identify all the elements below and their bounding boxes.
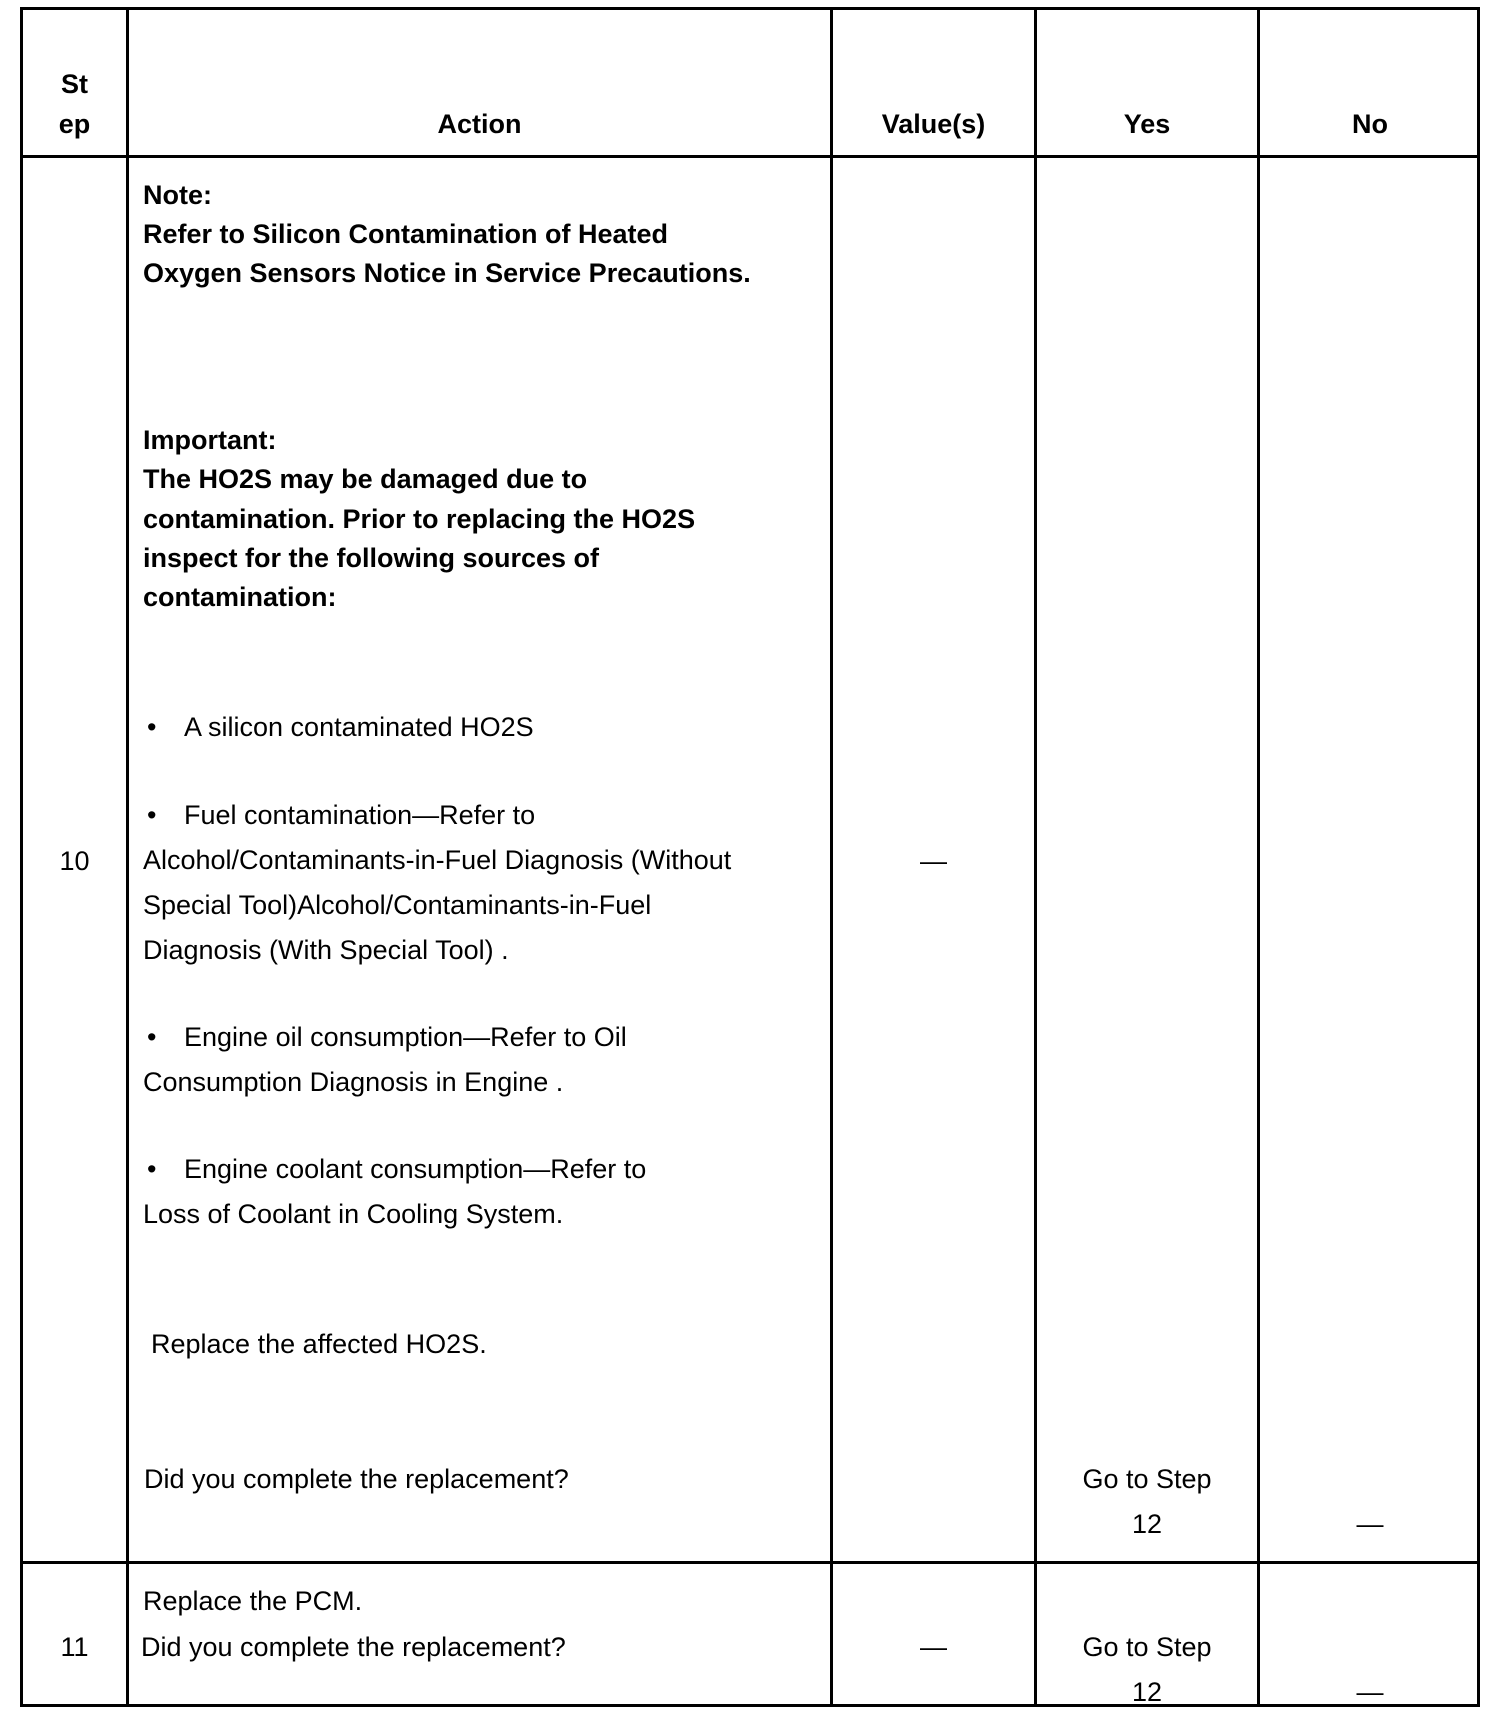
row-divider xyxy=(23,1561,1477,1564)
yes-cell-step: 12 xyxy=(1131,1677,1163,1707)
list-item-text: Loss of Coolant in Cooling System. xyxy=(143,1199,564,1229)
list-item-text: Consumption Diagnosis in Engine . xyxy=(143,1067,564,1097)
step-number: 10 xyxy=(59,846,90,876)
no-cell: — xyxy=(1356,1509,1384,1539)
note-text: Refer to Silicon Contamination of Heated xyxy=(143,219,669,249)
column-divider xyxy=(1257,10,1260,1704)
note-text: Oxygen Sensors Notice in Service Precautions. xyxy=(143,258,751,288)
column-divider xyxy=(126,10,129,1704)
yes-cell: Go to Step xyxy=(1082,1464,1212,1494)
list-item: Fuel contamination—Refer to xyxy=(184,800,536,830)
value-cell: — xyxy=(920,846,947,876)
important-text: The HO2S may be damaged due to xyxy=(143,464,588,494)
bullet-icon: • xyxy=(147,1022,157,1052)
header-no: No xyxy=(1352,109,1388,139)
header-step-line2: ep xyxy=(58,109,91,139)
important-label: Important: xyxy=(143,425,277,455)
header-values: Value(s) xyxy=(881,109,986,139)
row-divider xyxy=(23,155,1477,158)
bullet-icon: • xyxy=(147,712,157,742)
replace-instruction: Replace the affected HO2S. xyxy=(151,1329,487,1359)
bullet-icon: • xyxy=(147,1154,157,1184)
note-label: Note: xyxy=(143,180,212,210)
no-cell: — xyxy=(1356,1677,1384,1707)
question-text: Did you complete the replacement? xyxy=(144,1464,569,1494)
important-text: contamination. Prior to replacing the HO2S xyxy=(143,504,696,534)
bullet-icon: • xyxy=(147,800,157,830)
list-item-text: Diagnosis (With Special Tool) . xyxy=(143,935,509,965)
question-text: Did you complete the replacement? xyxy=(141,1632,566,1662)
list-item: Engine oil consumption—Refer to Oil xyxy=(184,1022,627,1052)
important-text: inspect for the following sources of xyxy=(143,543,600,573)
value-cell: — xyxy=(920,1632,947,1662)
list-item-text: Alcohol/Contaminants-in-Fuel Diagnosis (Without xyxy=(143,845,732,875)
yes-cell-step: 12 xyxy=(1131,1509,1163,1539)
list-item-text: Special Tool)Alcohol/Contaminants-in-Fuel xyxy=(143,890,652,920)
header-yes: Yes xyxy=(1123,109,1171,139)
list-item: A silicon contaminated HO2S xyxy=(184,712,534,742)
important-text: contamination: xyxy=(143,582,337,612)
header-action: Action xyxy=(437,109,522,139)
header-step-line1: St xyxy=(61,69,88,99)
column-divider xyxy=(1034,10,1037,1704)
diagnostic-table xyxy=(20,7,1480,1707)
list-item: Engine coolant consumption—Refer to xyxy=(184,1154,647,1184)
yes-cell: Go to Step xyxy=(1082,1632,1212,1662)
step-number: 11 xyxy=(60,1632,89,1662)
replace-instruction: Replace the PCM. xyxy=(143,1586,363,1616)
